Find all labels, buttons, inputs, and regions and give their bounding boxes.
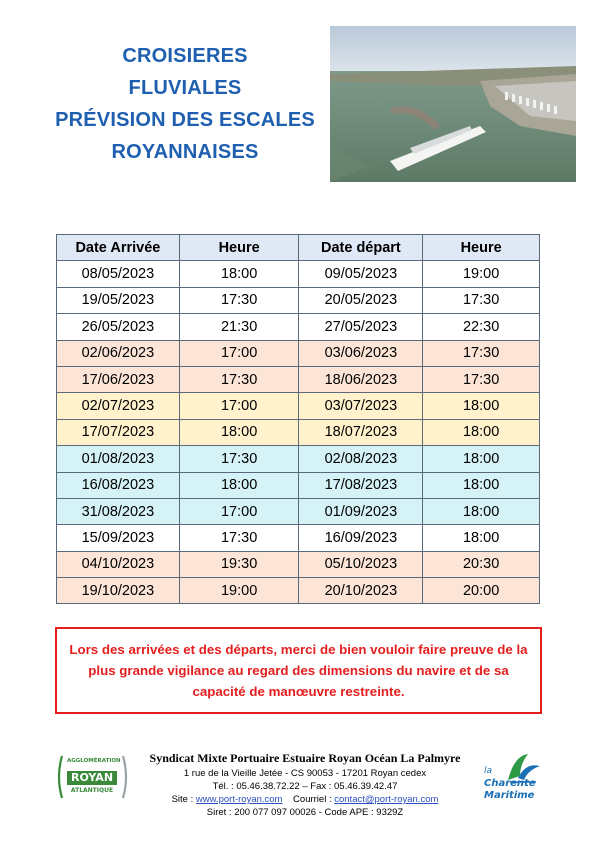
title-line-2: FLUVIALES bbox=[128, 77, 242, 99]
footer-org: Syndicat Mixte Portuaire Estuaire Royan Océan La Palmyre bbox=[149, 751, 461, 765]
warning-text: Lors des arrivées et des départs, merci de bien vouloir faire preuve de la plus grande vigilance au regard des dimensions du navire et de sa capacité de manœuvre restreinte. bbox=[69, 642, 528, 699]
table-row bbox=[57, 446, 540, 472]
cell-heure-arrivee: 17:30 bbox=[179, 525, 299, 551]
schedule-body bbox=[57, 261, 540, 604]
table-row bbox=[57, 498, 540, 524]
logo-right-line-3: Maritime bbox=[484, 790, 535, 801]
cell-heure-arrivee: 17:30 bbox=[179, 287, 299, 313]
cell-date-depart: 18/07/2023 bbox=[299, 419, 423, 445]
cell-heure-arrivee: 17:30 bbox=[179, 446, 299, 472]
logo-left-line-3: ATLANTIQUE bbox=[70, 787, 114, 794]
cell-date-arrivee: 19/05/2023 bbox=[57, 287, 180, 313]
cell-date-depart: 01/09/2023 bbox=[299, 498, 423, 524]
warning-box bbox=[55, 627, 542, 714]
footer-site-link[interactable]: www.port-royan.com bbox=[195, 794, 283, 805]
cell-date-arrivee: 17/06/2023 bbox=[57, 366, 180, 392]
cell-date-arrivee: 16/08/2023 bbox=[57, 472, 180, 498]
cell-heure-depart: 18:00 bbox=[423, 525, 540, 551]
footer-siret: Siret : 200 077 097 00026 - Code APE : 9329Z bbox=[206, 807, 404, 818]
cell-heure-depart: 18:00 bbox=[423, 472, 540, 498]
cell-date-depart: 03/06/2023 bbox=[299, 340, 423, 366]
table-row bbox=[57, 366, 540, 392]
cell-date-arrivee: 02/06/2023 bbox=[57, 340, 180, 366]
schedule-table bbox=[56, 234, 540, 604]
cell-heure-depart: 18:00 bbox=[423, 393, 540, 419]
title-line-3: PRÉVISION DES ESCALES bbox=[55, 109, 315, 131]
table-row bbox=[57, 340, 540, 366]
cell-heure-depart: 20:00 bbox=[423, 578, 540, 604]
cell-date-depart: 03/07/2023 bbox=[299, 393, 423, 419]
cell-date-arrivee: 26/05/2023 bbox=[57, 314, 180, 340]
table-row bbox=[57, 578, 540, 604]
footer-mail-label: Courriel : bbox=[293, 794, 335, 805]
footer-phone: Tél. : 05.46.38.72.22 – Fax : 05.46.39.42.47 bbox=[212, 781, 398, 792]
cell-heure-depart: 20:30 bbox=[423, 551, 540, 577]
cell-date-depart: 17/08/2023 bbox=[299, 472, 423, 498]
logo-left-line-1: AGGLOMÉRATION bbox=[67, 758, 121, 764]
cell-date-depart: 09/05/2023 bbox=[299, 261, 423, 287]
logo-left-line-2: ROYAN bbox=[70, 771, 114, 784]
header-date-arrivee: Date Arrivée bbox=[57, 235, 180, 261]
table-row bbox=[57, 419, 540, 445]
cell-heure-depart: 18:00 bbox=[423, 498, 540, 524]
header-heure-depart: Heure bbox=[423, 235, 540, 261]
cell-heure-arrivee: 18:00 bbox=[179, 261, 299, 287]
cell-date-arrivee: 19/10/2023 bbox=[57, 578, 180, 604]
cell-heure-arrivee: 18:00 bbox=[179, 472, 299, 498]
footer-mail-link[interactable]: contact@port-royan.com bbox=[334, 794, 439, 805]
cell-heure-depart: 17:30 bbox=[423, 287, 540, 313]
table-row bbox=[57, 314, 540, 340]
table-row bbox=[57, 393, 540, 419]
harbor-photo bbox=[330, 26, 576, 182]
page-title bbox=[40, 40, 330, 168]
cell-date-depart: 18/06/2023 bbox=[299, 366, 423, 392]
cell-heure-arrivee: 19:00 bbox=[179, 578, 299, 604]
cell-heure-depart: 17:30 bbox=[423, 340, 540, 366]
logo-right-line-2: Charente bbox=[484, 778, 536, 789]
cell-heure-depart: 18:00 bbox=[423, 446, 540, 472]
cell-heure-arrivee: 21:30 bbox=[179, 314, 299, 340]
cell-date-depart: 16/09/2023 bbox=[299, 525, 423, 551]
cell-date-depart: 20/05/2023 bbox=[299, 287, 423, 313]
cell-date-depart: 27/05/2023 bbox=[299, 314, 423, 340]
cell-heure-depart: 18:00 bbox=[423, 419, 540, 445]
footer-site-label: Site : bbox=[171, 794, 196, 805]
header-heure-arrivee: Heure bbox=[179, 235, 299, 261]
cell-date-depart: 05/10/2023 bbox=[299, 551, 423, 577]
cell-heure-arrivee: 17:00 bbox=[179, 498, 299, 524]
cell-heure-arrivee: 18:00 bbox=[179, 419, 299, 445]
footer-address: 1 rue de la Vieille Jetée - CS 90053 - 17201 Royan cedex bbox=[183, 768, 427, 779]
table-row bbox=[57, 261, 540, 287]
cell-date-arrivee: 01/08/2023 bbox=[57, 446, 180, 472]
cell-heure-depart: 22:30 bbox=[423, 314, 540, 340]
cell-date-arrivee: 08/05/2023 bbox=[57, 261, 180, 287]
charente-maritime-logo bbox=[480, 752, 550, 807]
cell-heure-arrivee: 19:30 bbox=[179, 551, 299, 577]
royan-atlantique-logo bbox=[55, 752, 130, 802]
table-header-row bbox=[57, 235, 540, 261]
title-line-1: CROISIERES bbox=[122, 45, 248, 67]
header-date-depart: Date départ bbox=[299, 235, 423, 261]
table-row bbox=[57, 525, 540, 551]
title-line-4: ROYANNAISES bbox=[111, 141, 259, 163]
cell-date-depart: 20/10/2023 bbox=[299, 578, 423, 604]
cell-heure-arrivee: 17:00 bbox=[179, 340, 299, 366]
table-row bbox=[57, 287, 540, 313]
cell-date-arrivee: 17/07/2023 bbox=[57, 419, 180, 445]
cell-date-arrivee: 02/07/2023 bbox=[57, 393, 180, 419]
cell-heure-arrivee: 17:30 bbox=[179, 366, 299, 392]
logo-right-line-1: la bbox=[484, 766, 493, 776]
table-row bbox=[57, 551, 540, 577]
cell-date-arrivee: 15/09/2023 bbox=[57, 525, 180, 551]
table-row bbox=[57, 472, 540, 498]
footer-web bbox=[140, 793, 470, 806]
cell-date-arrivee: 31/08/2023 bbox=[57, 498, 180, 524]
harbor-photo-illustration bbox=[330, 26, 576, 182]
cell-date-depart: 02/08/2023 bbox=[299, 446, 423, 472]
cell-date-arrivee: 04/10/2023 bbox=[57, 551, 180, 577]
cell-heure-depart: 17:30 bbox=[423, 366, 540, 392]
footer-contact bbox=[140, 750, 470, 819]
cell-heure-arrivee: 17:00 bbox=[179, 393, 299, 419]
cell-heure-depart: 19:00 bbox=[423, 261, 540, 287]
